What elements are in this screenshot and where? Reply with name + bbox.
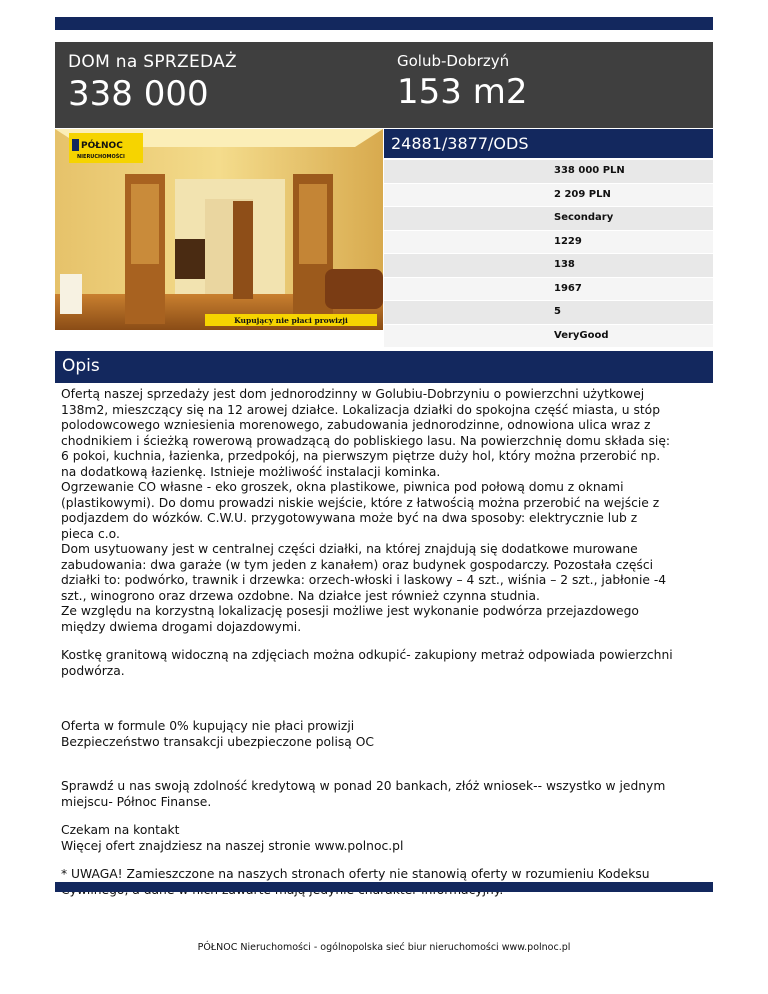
description-line: polodowcowego wzniesienia morenowego, zabudowania jednorodzinne, odnowiona ulica wraz z xyxy=(61,418,651,432)
details-table xyxy=(384,160,713,348)
description-line: 6 pokoi, kuchnia, łazienka, przedpokój, na pierwszym piętrze duży hol, który można przerobić np. xyxy=(61,449,661,463)
logo-name-text: PÓŁNOC xyxy=(81,141,123,151)
detail-row: 138 xyxy=(384,254,713,277)
detail-row: 1229 xyxy=(384,231,713,254)
description-line: Ogrzewanie CO własne - eko groszek, okna plastikowe, piwnica pod połową domu z oknami xyxy=(61,480,624,494)
top-divider-bar xyxy=(55,17,713,30)
description-line: między dwiema drogami dojazdowymi. xyxy=(61,619,302,634)
listing-header xyxy=(55,42,713,128)
reference-number: 24881/3877/ODS xyxy=(391,134,529,153)
description-line: na dodatkową łazienkę. Istnieje możliwość instalacji kominka. xyxy=(61,464,441,479)
spacer xyxy=(61,635,711,648)
description-header xyxy=(55,351,713,383)
property-photo xyxy=(55,129,383,330)
description-line: Ofertą naszej sprzedaży jest dom jednorodzinny w Golubiu-Dobrzyniu o powierzchni użytkowej xyxy=(61,387,645,401)
description-body xyxy=(61,387,711,898)
description-line: działki to: podwórko, trawnik i drzewka: orzech-włoski i laskowy – 4 szt., wiśnia – 2 szt., jabłonie -4 xyxy=(61,573,667,587)
description-line: chodnikiem i ścieżką rowerową prowadzącą do pobliskiego lasu. Na powierzchnię domu składa się: xyxy=(61,433,671,448)
header-right xyxy=(397,52,527,112)
granite-line: Kostkę granitową widoczną na zdjęciach można odkupić- zakupiony metraż odpowiada powierzchni xyxy=(61,648,673,662)
city-label: Golub-Dobrzyń xyxy=(397,52,510,70)
property-type-label: DOM na SPRZEDAŻ xyxy=(68,52,237,72)
detail-row: Secondary xyxy=(384,207,713,230)
spacer xyxy=(61,810,711,823)
contact-line: Czekam na kontakt xyxy=(61,823,180,837)
spacer xyxy=(61,854,711,867)
spacer xyxy=(61,679,711,719)
offer-line: Bezpieczeństwo transakcji ubezpieczone polisą OC xyxy=(61,734,375,749)
detail-row: 338 000 PLN xyxy=(384,160,713,183)
description-line: podjazdem do wózków. C.W.U. przygotowywana może być na dwa sposoby: elektrycznie lub z xyxy=(61,511,638,525)
offer-line: Oferta w formule 0% kupujący nie płaci prowizji xyxy=(61,719,355,733)
spacer xyxy=(61,750,711,779)
detail-row: 1967 xyxy=(384,278,713,301)
description-line: szt., winogrono oraz drzewa ozdobne. Na działce jest również czynna studnia. xyxy=(61,588,540,603)
detail-row: VeryGood xyxy=(384,325,713,348)
notice-line: * UWAGA! Zamieszczone na naszych stronach oferty nie stanowią oferty w rozumieniu Kodeksu xyxy=(61,867,650,881)
area-value: 153 m2 xyxy=(397,72,528,112)
page-footer: PÓŁNOC Nieruchomości - ogólnopolska sieć biur nieruchomości www.polnoc.pl xyxy=(197,942,571,953)
no-commission-banner: Kupujący nie płaci prowizji xyxy=(234,316,348,325)
price-value: 338 000 xyxy=(68,74,209,114)
description-title: Opis xyxy=(62,356,100,376)
credit-line: miejscu- Północ Finanse. xyxy=(61,794,212,809)
description-line: zabudowania: dwa garaże (w tym jeden z kanałem) oraz budynek gospodarczy. Pozostała części xyxy=(61,557,654,572)
detail-row: 5 xyxy=(384,301,713,324)
reference-bar xyxy=(384,129,713,158)
credit-line: Sprawdź u nas swoją zdolność kredytową w ponad 20 bankach, złóż wniosek-- wszystko w jednym xyxy=(61,779,666,793)
header-left xyxy=(68,52,237,114)
description-line: (plastikowymi). Do domu prowadzi niskie wejście, które z łatwością można przerobić na wejście z xyxy=(61,495,660,510)
description-line: Dom usytuowany jest w centralnej części działki, na której znajdują się dodatkowe murowane xyxy=(61,542,638,556)
logo-sub-text: NIERUCHOMOŚCI xyxy=(77,154,125,160)
detail-row: 2 209 PLN xyxy=(384,184,713,207)
bottom-divider-bar xyxy=(55,882,713,892)
description-line: pieca c.o. xyxy=(61,526,120,541)
description-line: 138m2, mieszczący się na 12 arowej działce. Lokalizacja działki do spokojna część miasta, u stóp xyxy=(61,402,661,417)
contact-line: Więcej ofert znajdziesz na naszej stronie www.polnoc.pl xyxy=(61,838,404,853)
granite-line: podwórza. xyxy=(61,663,125,678)
description-line: Ze względu na korzystną lokalizację posesji możliwe jest wykonanie podwórza przejazdowego xyxy=(61,604,639,618)
